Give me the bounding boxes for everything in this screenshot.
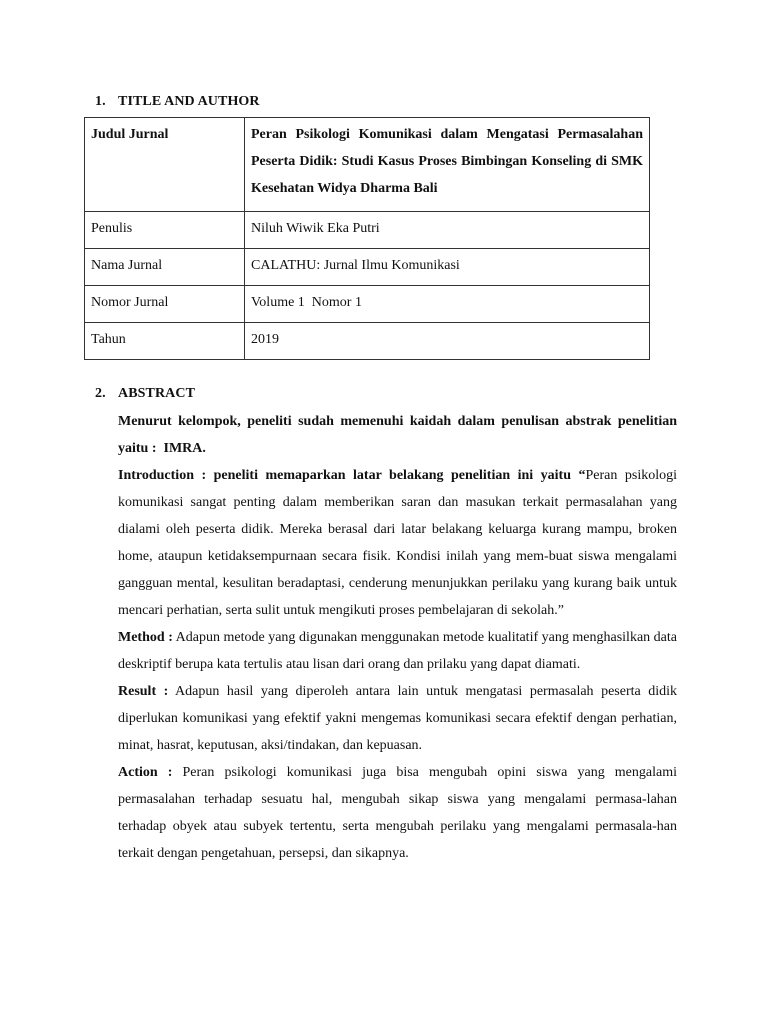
row-label: Nama Jurnal <box>85 249 245 286</box>
row-value: 2019 <box>245 323 650 360</box>
abstract-intro: Menurut kelompok, peneliti sudah memenuhi kaidah dalam penulisan abstrak penelitian yaitu : IMRA. <box>118 414 681 456</box>
action-paragraph <box>118 759 677 867</box>
table-row <box>85 212 650 249</box>
action-text: Peran psikologi komunikasi juga bisa mengubah opini siswa yang mengalami permasalahan terhadap sesuatu hal, mengubah sikap siswa yang mengalami permasa-lahan terhadap obyek atau subyek tertentu, serta mengubah perilaku yang mengalami permasala-han terkait dengan pengetahuan, persepsi, dan sikapnya. <box>118 765 677 861</box>
row-label: Nomor Jurnal <box>85 286 245 323</box>
row-value: Peran Psikologi Komunikasi dalam Mengatasi Permasalahan Peserta Didik: Studi Kasus Proses Bimbingan Konseling di SMK Kesehatan Widya Dharma Bali <box>245 118 650 212</box>
table-row <box>85 286 650 323</box>
result-text: Adapun hasil yang diperoleh antara lain untuk mengatasi permasalah peserta didik diperlukan komunikasi yang efektif yakni mengemas komunikasi secara efektif dengan perhatian, minat, hasrat, keputusan, aksi/tindakan, dan kepuasan. <box>118 684 678 753</box>
table-row <box>85 323 650 360</box>
row-value: CALATHU: Jurnal Ilmu Komunikasi <box>245 249 650 286</box>
introduction-paragraph <box>118 462 677 624</box>
journal-info-table <box>84 117 650 360</box>
table-row <box>85 118 650 212</box>
introduction-label: Introduction : peneliti memaparkan latar belakang penelitian ini yaitu “ <box>118 468 586 483</box>
row-label: Judul Jurnal <box>85 118 245 212</box>
row-value: Volume 1 Nomor 1 <box>245 286 650 323</box>
section-1-number: 1. <box>95 94 106 109</box>
section-1-heading <box>95 94 260 110</box>
result-label: Result : <box>118 684 169 699</box>
method-text: Adapun metode yang digunakan menggunakan metode kualitatif yang menghasilkan data deskriptif berupa kata tertulis atau lisan dari orang dan prilaku yang dapat diamati. <box>118 630 677 672</box>
section-2-number: 2. <box>95 386 106 401</box>
section-2-title: ABSTRACT <box>118 386 196 401</box>
introduction-text: Peran psikologi komunikasi sangat penting dalam memberikan saran dan masukan terkait permasalahan yang dialami oleh peserta didik. Mereka berasal dari latar belakang keluarga kurang mampu, broken home, ataupun ketidaksempurnaan secara fisik. Kondisi inilah yang mem-buat siswa mengalami gangguan mental, kesulitan beradaptasi, cenderung menunjukkan perilaku yang kurang baik untuk mencari perhatian, serta sulit untuk mengikuti proses pembelajaran di sekolah.” <box>118 468 677 618</box>
table-row <box>85 249 650 286</box>
section-2-heading <box>95 386 195 402</box>
row-value: Niluh Wiwik Eka Putri <box>245 212 650 249</box>
result-paragraph <box>118 678 677 759</box>
row-label: Tahun <box>85 323 245 360</box>
action-label: Action : <box>118 765 173 780</box>
row-label: Penulis <box>85 212 245 249</box>
method-label: Method : <box>118 630 173 645</box>
abstract-body <box>118 408 681 867</box>
section-1-title: TITLE AND AUTHOR <box>118 94 260 109</box>
method-paragraph <box>118 624 677 678</box>
